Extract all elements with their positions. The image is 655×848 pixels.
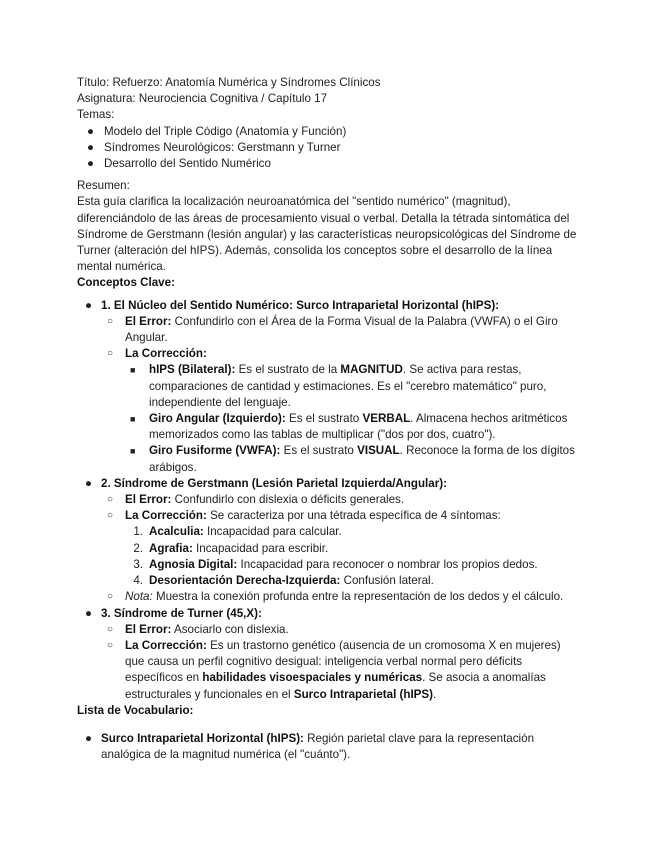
square-bullet-icon: ■ [130, 365, 136, 376]
circle-bullet-icon: ○ [107, 591, 114, 603]
vocab-list [77, 731, 578, 763]
concept-1-item: ■ hIPS (Bilateral): Es el sustrato de la MAGNITUD. Se activa para restas, comparaciones de cantidad y estimaciones. Es el "cerebro matemático" puro, independiente del lenguaje. [130, 363, 547, 409]
summary-label: Resumen: [77, 179, 130, 193]
square-bullet-icon: ■ [130, 446, 136, 457]
topics-list [77, 124, 578, 173]
concept-3-error: ○ El Error: Asociarlo con dislexia. [101, 622, 578, 638]
bullet-icon: ● [87, 140, 95, 154]
bullet-icon: ● [85, 731, 93, 745]
concept-1 [77, 298, 578, 314]
bullet-icon: ● [85, 476, 93, 490]
concept-2-fix: ○ La Corrección: Se caracteriza por una tétrada específica de 4 síntomas: [101, 508, 578, 524]
topics-label: Temas: [77, 108, 115, 122]
circle-bullet-icon: ○ [107, 639, 114, 651]
concept-1-title: 1. El Núcleo del Sentido Numérico: Surco Intraparietal Horizontal (hIPS): [101, 298, 500, 312]
square-bullet-icon: ■ [130, 414, 136, 425]
concept-1-item: ■ Giro Angular (Izquierdo): Es el sustrato VERBAL. Almacena hechos aritméticos memorizados como las tablas de multiplicar ("dos por dos, cuatro"). [130, 412, 568, 442]
symptom-item: 2. Agrafia: Incapacidad para escribir. [133, 541, 329, 555]
list-item: ● Modelo del Triple Código (Anatomía y Función) [77, 124, 578, 140]
symptom-item: 4. Desorientación Derecha-Izquierda: Confusión lateral. [133, 574, 434, 588]
circle-bullet-icon: ○ [107, 315, 114, 327]
list-item: ● Desarrollo del Sentido Numérico [77, 156, 578, 172]
summary-text: Esta guía clarifica la localización neuroanatómica del "sentido numérico" (magnitud), diferenciándolo de las áreas de procesamiento visual o verbal. Detalla la tétrada sintomática del Síndrome de Gerstmann (lesión angular) y las características neuropsicológicas del Síndrome de Turner (alteración del hIPS). Además, consolida los conceptos sobre el desarrollo de la línea mental numérica. [77, 195, 577, 274]
symptom-item: 3. Agnosia Digital: Incapacidad para reconocer o nombrar los propios dedos. [133, 557, 538, 571]
concept-3 [77, 606, 578, 622]
concept-2-title: 2. Síndrome de Gerstmann (Lesión Parietal Izquierda/Angular): [101, 476, 447, 490]
concept-2-error: ○ El Error: Confundirlo con dislexia o déficits generales. [101, 492, 578, 508]
concept-1-item: ■ Giro Fusiforme (VWFA): Es el sustrato VISUAL. Reconoce la forma de los dígitos arábigos. [130, 444, 575, 474]
concepts-list [77, 298, 578, 703]
circle-bullet-icon: ○ [107, 348, 114, 360]
concept-2 [77, 476, 578, 492]
circle-bullet-icon: ○ [107, 623, 114, 635]
bullet-icon: ● [87, 124, 95, 138]
bullet-icon: ● [85, 298, 93, 312]
vocab-item: ● Surco Intraparietal Horizontal (hIPS): Región parietal clave para la representación analógica de la magnitud numérica (el "cuánto"). [85, 731, 535, 762]
symptom-item: 1. Acalculia: Incapacidad para calcular. [133, 525, 342, 539]
concepts-heading: Conceptos Clave: [77, 276, 175, 290]
doc-title: Título: Refuerzo: Anatomía Numérica y Síndromes Clínicos [77, 76, 381, 89]
vocab-heading: Lista de Vocabulario: [77, 703, 194, 717]
circle-bullet-icon: ○ [107, 494, 114, 506]
concept-2-note: ○ Nota: Muestra la conexión profunda entre la representación de los dedos y el cálculo. [101, 589, 578, 605]
list-item: ● Síndromes Neurológicos: Gerstmann y Turner [77, 140, 578, 156]
concept-3-fix: ○ La Corrección: Es un trastorno genético (ausencia de un cromosoma X en mujeres) que causa un perfil cognitivo desigual: inteligencia verbal normal pero déficits específicos en habilidades visoespaciales y numéricas. Se asocia a anomalías estructurales y funcionales en el Surco Intraparietal (hIPS). [107, 638, 561, 701]
doc-subject: Asignatura: Neurociencia Cognitiva / Capítulo 17 [77, 92, 328, 106]
circle-bullet-icon: ○ [107, 510, 114, 522]
bullet-icon: ● [85, 606, 93, 620]
concept-1-error: ○ El Error: Confundirlo con el Área de la Forma Visual de la Palabra (VWFA) o el Giro Angular. [107, 314, 558, 345]
concept-1-fix: ○ La Corrección: [101, 346, 578, 362]
concept-3-title: 3. Síndrome de Turner (45,X): [101, 606, 262, 620]
bullet-icon: ● [87, 157, 95, 171]
